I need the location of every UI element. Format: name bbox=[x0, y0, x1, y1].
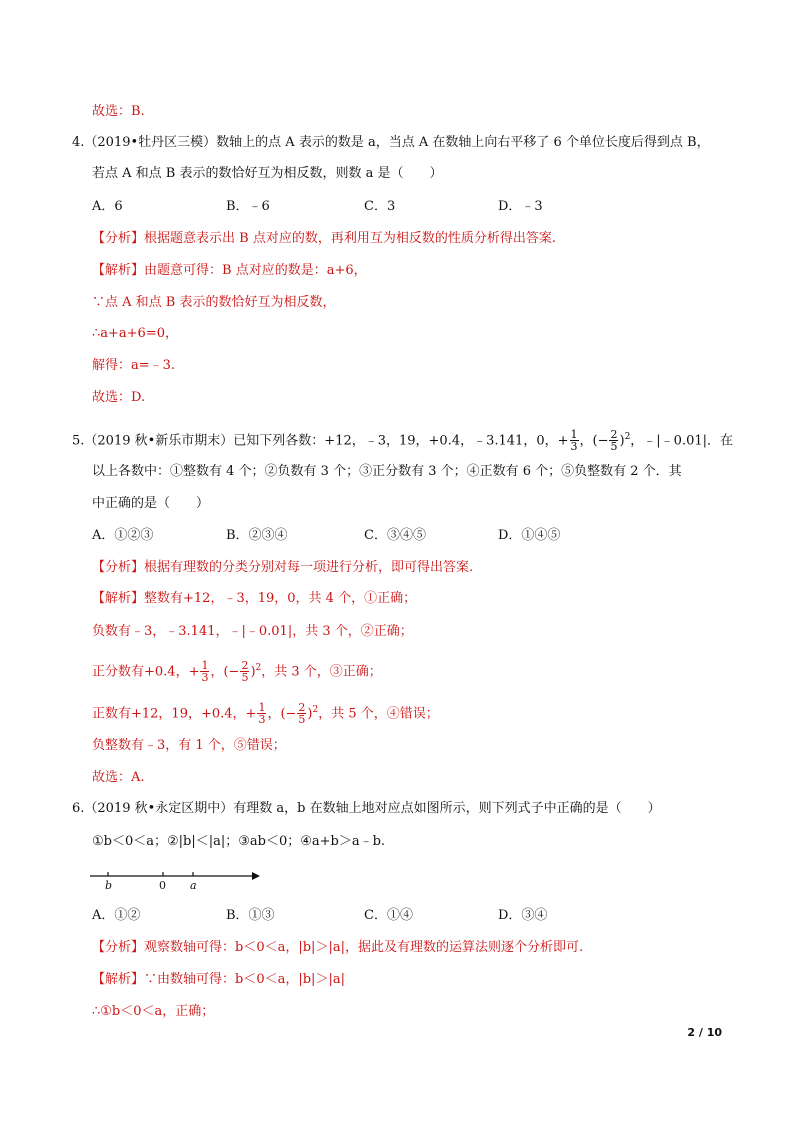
q5-fraction-one-third: $\frac{1}{3}$ bbox=[570, 428, 578, 454]
q5-stem-line2: 以上各数中：①整数有 4 个；②负数有 3 个；③正分数有 3 个；④正数有 6 个；⑤负整数有 2 个．其 bbox=[92, 464, 682, 479]
q5-stem-line3: 中正确的是（ ） bbox=[92, 496, 210, 511]
q4-answer: 故选：D. bbox=[92, 390, 146, 405]
q6-number-line-figure bbox=[88, 864, 268, 892]
q6-option-a: A．①② bbox=[92, 908, 141, 923]
q6-stem-line1 bbox=[72, 799, 661, 819]
q4-analysis-tag: 【分析】 bbox=[92, 231, 145, 246]
q6-analysis-tag: 【分析】 bbox=[92, 940, 145, 955]
q5-fraction-two-fifths: $\frac{2}{5}$ bbox=[610, 428, 618, 454]
q4-analysis bbox=[92, 229, 556, 249]
page-number: 2 / 10 bbox=[687, 1026, 722, 1039]
q5-option-a: A．①②③ bbox=[92, 528, 154, 543]
q5-solution-line5: 负整数有﹣3，有 1 个，⑤错误； bbox=[92, 738, 286, 753]
q4-option-a: A．6 bbox=[92, 199, 123, 214]
q6-option-d: D．③④ bbox=[498, 908, 548, 923]
q5-exponent: 2 bbox=[624, 432, 631, 442]
label-a: a bbox=[190, 879, 197, 892]
q5-solution-line3: 正分数有+0.4，+ $\frac{1}{3}$ ，(− $\frac{2}{5}$ )$^2$，共 3 个，③正确； bbox=[92, 659, 382, 685]
q5-option-d: D．①④⑤ bbox=[498, 528, 561, 543]
q4-solution-line2: ∵点 A 和点 B 表示的数恰好互为相反数， bbox=[92, 295, 336, 310]
q5-option-c: C．③④⑤ bbox=[364, 528, 426, 543]
q5-solution-line1 bbox=[92, 589, 416, 609]
q6-number: 6. bbox=[72, 801, 85, 816]
q5-answer: 故选：A. bbox=[92, 770, 145, 785]
q6-analysis bbox=[92, 938, 583, 958]
q6-analysis-text: 观察数轴可得：b＜0＜a，|b|＞|a|，据此及有理数的运算法则逐个分析即可. bbox=[144, 940, 584, 955]
q5-source: （2019 秋•新乐市期末） bbox=[84, 433, 234, 449]
q4-analysis-text: 根据题意表示出 B 点对应的数，再利用互为相反数的性质分析得出答案. bbox=[144, 231, 556, 246]
q6-solution-line2: ∴①b＜0＜a，正确； bbox=[92, 1004, 215, 1019]
q5-analysis-text: 根据有理数的分类分别对每一项进行分析，即可得出答案. bbox=[144, 560, 474, 575]
q4-option-d: D．﹣3 bbox=[498, 199, 543, 214]
q5-sol4-fraction-one-third: $\frac{1}{3}$ bbox=[258, 701, 266, 727]
q4-solution-tag: 【解析】 bbox=[92, 263, 145, 278]
q4-option-b: B．﹣6 bbox=[226, 199, 270, 214]
q6-solution-tag: 【解析】 bbox=[92, 972, 145, 987]
number-line-arrow-icon bbox=[252, 872, 260, 880]
q5-sol4-fraction-two-fifths: $\frac{2}{5}$ bbox=[298, 701, 306, 727]
q5-solution-line2: 负数有﹣3，﹣3.141，﹣|﹣0.01|，共 3 个，②正确； bbox=[92, 624, 413, 639]
q4-stem-text1: 数轴上的点 A 表示的数是 a，当点 A 在数轴上向右平移了 6 个单位长度后得到点 B， bbox=[216, 135, 710, 150]
label-zero: 0 bbox=[159, 879, 166, 892]
label-b: b bbox=[105, 879, 113, 892]
q4-stem-line1 bbox=[72, 133, 710, 153]
q6-stem-text: 有理数 a，b 在数轴上地对应点如图所示，则下列式子中正确的是（ ） bbox=[233, 801, 661, 816]
q4-source: （2019•牡丹区三模） bbox=[84, 135, 217, 150]
q3-answer: 故选：B. bbox=[92, 104, 145, 119]
q5-number: 5. bbox=[72, 433, 85, 449]
q5-solution-line4: 正数有+12，19，+0.4，+ $\frac{1}{3}$ ，(− $\frac{2}{5}$ )$^2$，共 5 个，④错误； bbox=[92, 701, 439, 727]
q6-solution-text1: ∵由数轴可得：b＜0＜a，|b|＞|a| bbox=[144, 972, 345, 987]
q6-source: （2019 秋•永定区期中） bbox=[84, 801, 234, 816]
q4-solution-line3: ∴a+a+6=0， bbox=[92, 326, 178, 341]
q5-option-b: B．②③④ bbox=[226, 528, 288, 543]
q5-stem-a: 已知下列各数：+12，﹣3，19，+0.4，﹣3.141，0，+ bbox=[233, 433, 569, 449]
q6-option-b: B．①③ bbox=[226, 908, 275, 923]
q6-option-c: C．①④ bbox=[364, 908, 413, 923]
q4-stem-line2: 若点 A 和点 B 表示的数恰好互为相反数，则数 a 是（ ） bbox=[92, 166, 443, 181]
q5-analysis-tag: 【分析】 bbox=[92, 560, 145, 575]
q5-solution-text1: 整数有+12，﹣3，19，0，共 4 个，①正确； bbox=[144, 591, 417, 606]
q5-stem-b: ，( bbox=[579, 433, 598, 449]
q5-stem-line1 bbox=[72, 424, 733, 454]
q6-statements: ①b＜0＜a；②|b|＜|a|；③ab＜0；④a+b＞a﹣b. bbox=[92, 834, 386, 849]
q5-sol3-fraction-two-fifths: $\frac{2}{5}$ bbox=[241, 659, 249, 685]
q5-stem-c: ) bbox=[619, 433, 625, 449]
q4-solution-line4: 解得：a=﹣3. bbox=[92, 358, 176, 373]
q5-solution-tag: 【解析】 bbox=[92, 591, 145, 606]
q5-stem-d: ，﹣|﹣0.01|．在 bbox=[630, 433, 734, 449]
q6-solution-line1 bbox=[92, 970, 345, 990]
q5-analysis bbox=[92, 558, 473, 578]
q4-solution-text1: 由题意可得：B 点对应的数是：a+6， bbox=[144, 263, 367, 278]
q4-number: 4. bbox=[72, 135, 85, 150]
q4-option-c: C．3 bbox=[364, 199, 396, 214]
q4-solution-line1 bbox=[92, 261, 367, 281]
q5-sol3-fraction-one-third: $\frac{1}{3}$ bbox=[201, 659, 209, 685]
q5-minus: − bbox=[597, 433, 609, 449]
